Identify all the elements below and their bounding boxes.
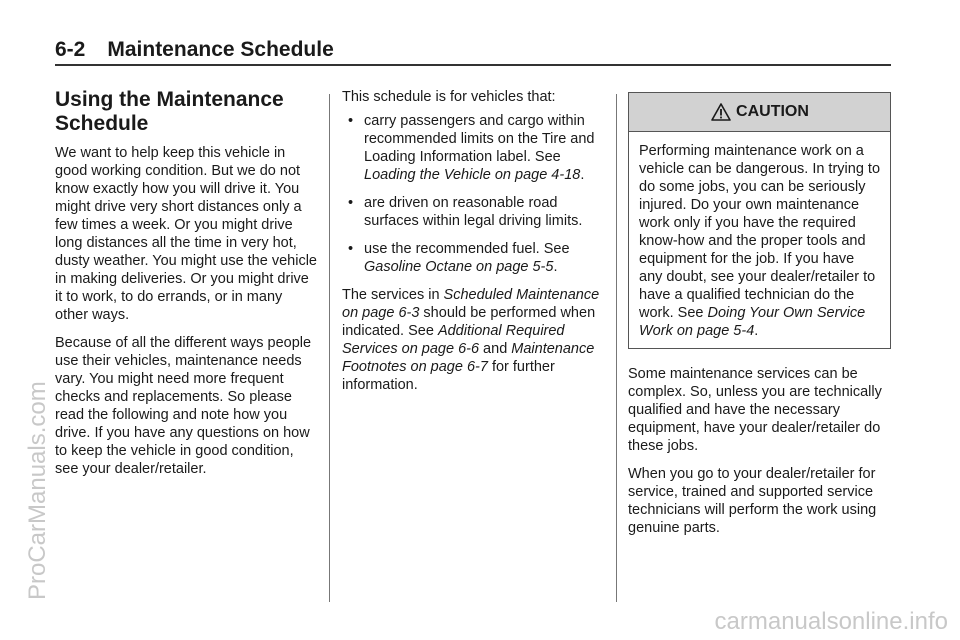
- vehicle-conditions-list: [342, 112, 604, 276]
- page-number: 6-2: [55, 38, 86, 61]
- column-divider-right: [616, 94, 617, 602]
- section-heading: [55, 88, 317, 136]
- caution-label: CAUTION: [736, 103, 809, 120]
- intro-paragraph: We want to help keep this vehicle in good working condition. But we do not know exactly how you will drive it. You might drive very short distances only a few times a week. Or you might drive long distances all the time in very hot, dusty weather. You might use the vehicle in making deliveries. Or you might drive it to work, to do errands, or in many other ways.: [55, 145, 317, 323]
- bottom-watermark: carmanualsonline.info: [714, 608, 948, 635]
- section-heading-line1: Using the Maintenance: [55, 88, 284, 111]
- list-item: • use the recommended fuel. See Gasoline Octane on page 5-5.: [342, 240, 604, 276]
- usage-paragraph: Because of all the different ways people use their vehicles, maintenance needs vary. You might need more frequent checks and replacements. So please read the following and note how you drive. If you have any questions on how to keep the vehicle in good condition, see your dealer/retailer.: [55, 335, 312, 477]
- warning-triangle-icon: [710, 102, 732, 122]
- caution-text: Performing maintenance work on a vehicle can be dangerous. In trying to do some jobs, you can be seriously injured. Do your own maintenance work only if you have the required know-how and the proper tools and equipment for the job. If you have any doubt, see your dealer/retailer to have a qualified technician do the work. See Doing Your Own Service Work on page 5-4.: [639, 143, 881, 339]
- cross-reference-link[interactable]: Gasoline Octane on page 5-5: [364, 259, 554, 275]
- complex-services-paragraph: Some maintenance services can be complex. So, unless you are technically qualified and have the necessary equipment, have your dealer/retailer do these jobs.: [628, 366, 882, 454]
- caution-box: [628, 92, 891, 349]
- cross-reference-link[interactable]: Scheduled Maintenance on page 6-3: [342, 287, 600, 321]
- dealer-service-paragraph: When you go to your dealer/retailer for service, trained and supported service technicians will perform the work using genuine parts.: [628, 466, 877, 536]
- section-title-header: Maintenance Schedule: [107, 38, 334, 61]
- caution-header: [629, 93, 890, 132]
- cross-reference-link[interactable]: Additional Required Services on page 6-6: [342, 323, 565, 357]
- column-left: [55, 88, 317, 488]
- list-item: • are driven on reasonable road surfaces within legal driving limits.: [342, 194, 604, 230]
- services-paragraph: The services in Scheduled Maintenance on page 6-3 should be performed when indicated. See Additional Required Services on page 6-6 and Maintenance Footnotes on page 6-7 for further information.: [342, 287, 600, 393]
- cross-reference-link[interactable]: Loading the Vehicle on page 4-18: [364, 167, 581, 183]
- side-watermark: ProCarManuals.com: [24, 381, 51, 600]
- schedule-intro: This schedule is for vehicles that:: [342, 89, 556, 105]
- list-item: • carry passengers and cargo within recommended limits on the Tire and Loading Information label. See Loading the Vehicle on page 4-18.: [342, 112, 604, 184]
- page-header: [55, 38, 891, 66]
- cross-reference-link[interactable]: Maintenance Footnotes on page 6-7: [342, 341, 595, 375]
- section-heading-line2: Schedule: [55, 112, 149, 135]
- column-middle: [342, 88, 604, 404]
- column-divider-left: [329, 94, 330, 602]
- cross-reference-link[interactable]: Doing Your Own Service Work on page 5-4: [639, 305, 866, 339]
- column-right: [628, 88, 891, 547]
